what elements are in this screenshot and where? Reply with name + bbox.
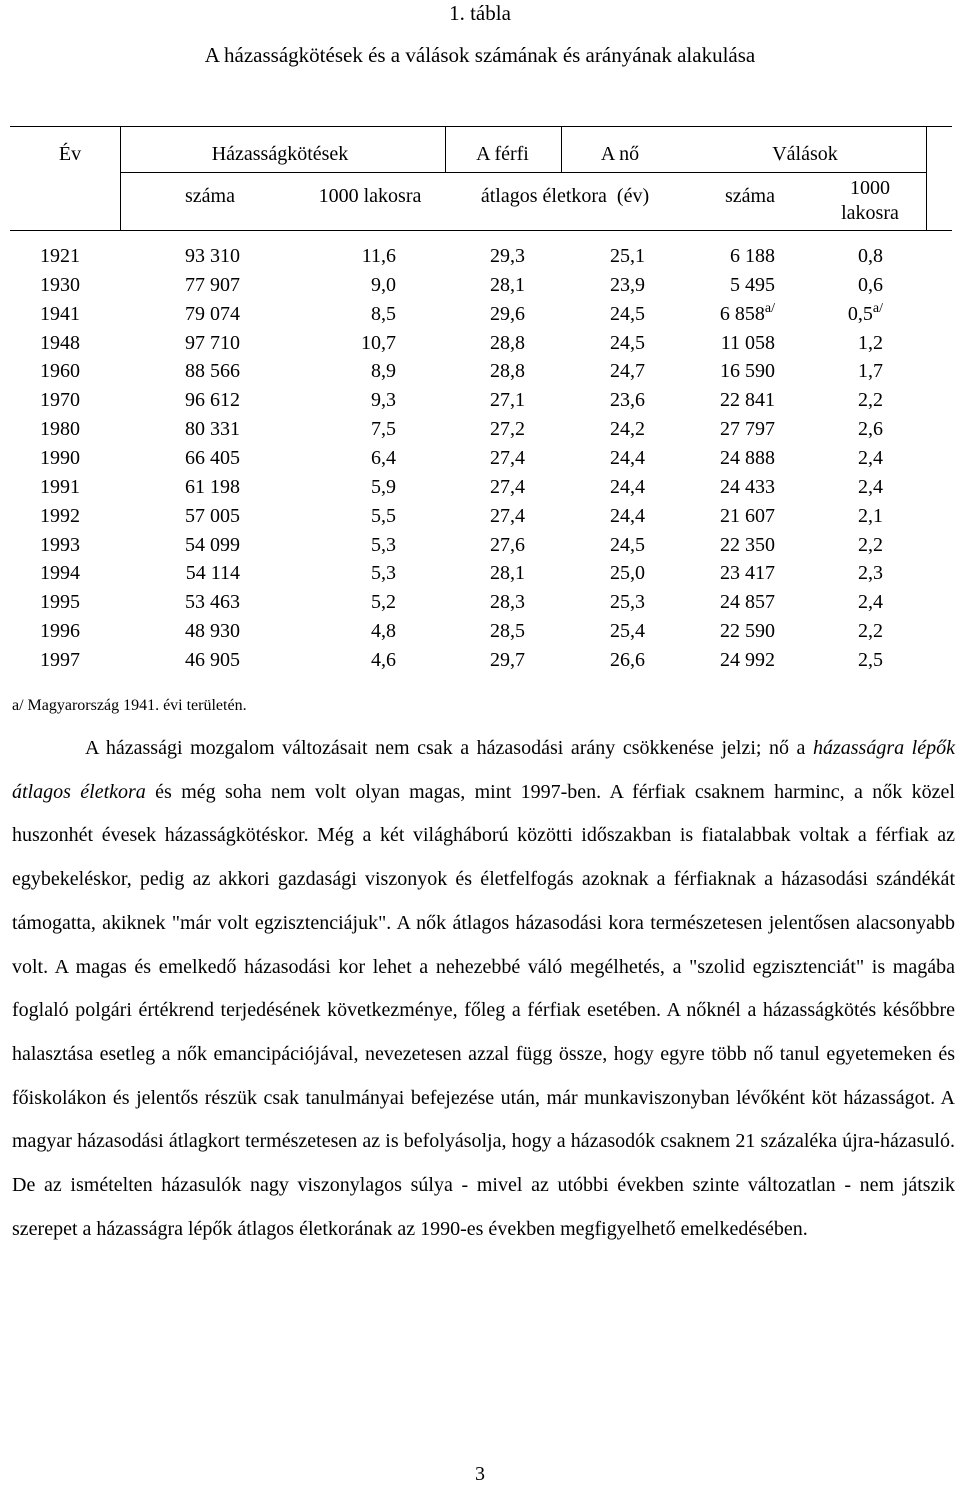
cell-year: 1997 bbox=[40, 649, 80, 672]
cell-marriages-per-1000: 11,6 bbox=[361, 245, 396, 267]
header-1000-lakosra: 1000 lakosra bbox=[318, 185, 422, 207]
table-row bbox=[0, 271, 960, 300]
cell-year: 1948 bbox=[40, 331, 80, 354]
table-header-mid-rule bbox=[120, 172, 927, 173]
cell-marriages: 93 310 bbox=[185, 245, 240, 267]
cell-marriages-per-1000: 5,5 bbox=[371, 504, 396, 527]
header-a-ferfi: A férfi bbox=[476, 143, 529, 165]
cell-year: 1991 bbox=[40, 475, 80, 498]
cell-male-age: 27,4 bbox=[490, 504, 525, 527]
cell-year: 1995 bbox=[40, 591, 80, 614]
cell-marriages-per-1000: 9,3 bbox=[371, 389, 396, 412]
cell-marriages-per-1000: 6,4 bbox=[371, 447, 396, 470]
cell-divorces-per-1000: 0,8 bbox=[858, 245, 883, 267]
paragraph-part2: és még soha nem volt olyan magas, mint 1997-ben. A férfiak csaknem harminc, a nők közel huszonhét évesek házasságkötéskor. Még a két világháború közötti időszakban is fiatalabbak voltak a férfiak az egybekeléskor, pedig az akkori gazdasági viszonyok és életfelfogás azoknak a férfiaknak a házasodási szándékát támogatta, akiknek "már volt egzisztenciájuk". A nők átlagos házasodási kora természetesen jelentősen alacsonyabb volt. A magas és emelkedő házasodási kor lehet a nehezebbé váló megélhetés, a "szolid egzisztenciát" is magába foglaló polgári értékrend terjedésének következménye, főleg a férfiak esetében. A nőknél a házasságkötés későbbre halasztása esetleg a nők emancipációjával, nevezetesen azzal függ össze, hogy egyre több nő tanul egyetemeken és főiskolákon és jelentős részük csak tanulmányai befejezése után, már munkaviszonyban lévőként köt házasságot. A magyar házasodási átlagkort természetesen az is befolyásolja, hogy a házasodók csaknem 21 százaléka újra-házasuló. De az ismételten házasulók nagy viszonylagos súlya - mivel az utóbbi években szinte változatlan - nem játszik szerepet a házasságra lépők átlagos életkorának az 1990-es években megfigyelhető emelkedésében. bbox=[12, 780, 955, 1240]
table-title: A házasságkötések és a válások számának és arányának alakulása bbox=[204, 43, 756, 67]
header-ev: Év bbox=[58, 143, 82, 165]
cell-male-age: 29,7 bbox=[490, 649, 525, 672]
footnote-marker: a/ bbox=[872, 300, 883, 316]
cell-divorces: 22 841 bbox=[720, 389, 775, 412]
header-valasok-1000-line1: 1000 bbox=[850, 177, 890, 199]
cell-divorces: 22 350 bbox=[720, 533, 775, 556]
header-a-no: A nő bbox=[600, 143, 640, 165]
table-row bbox=[0, 242, 960, 271]
table-row bbox=[0, 531, 960, 560]
cell-marriages: 61 198 bbox=[185, 475, 240, 498]
cell-marriages: 79 074 bbox=[185, 302, 240, 325]
cell-divorces: 23 417 bbox=[720, 562, 775, 585]
cell-female-age: 24,5 bbox=[610, 533, 645, 556]
cell-male-age: 27,1 bbox=[490, 389, 525, 412]
header-szama: száma bbox=[185, 185, 235, 207]
cell-divorces: 22 590 bbox=[720, 620, 775, 643]
cell-marriages-per-1000: 8,9 bbox=[371, 360, 396, 383]
page-number: 3 bbox=[475, 1463, 485, 1485]
table-vrule-1 bbox=[120, 126, 121, 230]
cell-divorces: 24 992 bbox=[720, 649, 775, 672]
table-row bbox=[0, 588, 960, 617]
table-vrule-2 bbox=[926, 126, 927, 230]
cell-divorces-per-1000: 0,6 bbox=[858, 273, 883, 296]
cell-female-age: 23,6 bbox=[610, 389, 645, 412]
table-top-rule bbox=[10, 126, 952, 127]
cell-year: 1996 bbox=[40, 620, 80, 643]
cell-divorces: 27 797 bbox=[720, 418, 775, 441]
cell-marriages-per-1000: 7,5 bbox=[371, 418, 396, 441]
table-row bbox=[0, 329, 960, 358]
cell-marriages: 88 566 bbox=[185, 360, 240, 383]
cell-male-age: 27,6 bbox=[490, 533, 525, 556]
cell-marriages: 46 905 bbox=[185, 649, 240, 672]
cell-marriages-per-1000: 5,3 bbox=[371, 533, 396, 556]
cell-year: 1921 bbox=[40, 245, 80, 267]
cell-female-age: 25,0 bbox=[610, 562, 645, 585]
cell-divorces: 24 857 bbox=[720, 591, 775, 614]
cell-marriages: 48 930 bbox=[185, 620, 240, 643]
cell-marriages: 77 907 bbox=[185, 273, 240, 296]
table-row bbox=[0, 386, 960, 415]
cell-divorces: 21 607 bbox=[720, 504, 775, 527]
cell-divorces-per-1000: 2,4 bbox=[858, 475, 883, 498]
cell-female-age: 24,4 bbox=[610, 504, 645, 527]
cell-female-age: 24,4 bbox=[610, 475, 645, 498]
table-vrule-3 bbox=[445, 126, 446, 172]
table-label: 1. tábla bbox=[449, 1, 511, 25]
cell-year: 1980 bbox=[40, 418, 80, 441]
cell-male-age: 28,1 bbox=[490, 562, 525, 585]
cell-marriages: 57 005 bbox=[185, 504, 240, 527]
cell-divorces-per-1000: 2,3 bbox=[858, 562, 883, 585]
cell-male-age: 27,4 bbox=[490, 447, 525, 470]
cell-divorces-per-1000: 2,4 bbox=[858, 591, 883, 614]
table-header-bottom-rule bbox=[10, 230, 952, 231]
table-row bbox=[0, 617, 960, 646]
cell-divorces-per-1000: 2,2 bbox=[858, 620, 883, 643]
cell-year: 1993 bbox=[40, 533, 80, 556]
table-row bbox=[0, 559, 960, 588]
cell-male-age: 29,6 bbox=[490, 302, 525, 325]
cell-female-age: 24,5 bbox=[610, 302, 645, 325]
cell-male-age: 28,8 bbox=[490, 360, 525, 383]
cell-divorces-per-1000: 2,2 bbox=[858, 389, 883, 412]
table-row bbox=[0, 415, 960, 444]
body-paragraph bbox=[12, 727, 955, 1251]
cell-divorces: 24 433 bbox=[720, 475, 775, 498]
cell-divorces-per-1000: 2,6 bbox=[858, 418, 883, 441]
paragraph-italic: házasságra lépők átlagos életkora bbox=[12, 737, 955, 803]
cell-divorces: 16 590 bbox=[720, 360, 775, 383]
cell-male-age: 28,8 bbox=[490, 331, 525, 354]
cell-divorces-per-1000: 1,7 bbox=[858, 360, 883, 383]
cell-divorces: 6 188 bbox=[730, 245, 775, 267]
cell-year: 1930 bbox=[40, 273, 80, 296]
cell-divorces: 5 495 bbox=[730, 273, 775, 296]
cell-marriages-per-1000: 4,8 bbox=[371, 620, 396, 643]
cell-marriages: 80 331 bbox=[185, 418, 240, 441]
table-row bbox=[0, 357, 960, 386]
table-row bbox=[0, 300, 960, 329]
cell-female-age: 25,1 bbox=[610, 245, 645, 267]
cell-marriages-per-1000: 5,3 bbox=[371, 562, 396, 585]
header-valasok-szama: száma bbox=[725, 185, 775, 207]
cell-female-age: 23,9 bbox=[610, 273, 645, 296]
table-vrule-4 bbox=[561, 126, 562, 172]
header-valasok-1000-line2: lakosra bbox=[841, 202, 899, 224]
cell-male-age: 28,3 bbox=[490, 591, 525, 614]
cell-male-age: 28,5 bbox=[490, 620, 525, 643]
cell-year: 1941 bbox=[40, 302, 80, 325]
cell-marriages: 96 612 bbox=[185, 389, 240, 412]
cell-divorces-per-1000: 2,2 bbox=[858, 533, 883, 556]
header-valasok: Válások bbox=[772, 143, 838, 165]
cell-female-age: 24,7 bbox=[610, 360, 645, 383]
header-hazassagkotesek: Házasságkötések bbox=[211, 143, 349, 165]
paragraph-part1: A házassági mozgalom változásait nem csak a házasodási arány csökkenése jelzi; nő a bbox=[85, 737, 813, 759]
cell-divorces-per-1000: 2,5 bbox=[858, 649, 883, 672]
cell-divorces-per-1000: 2,4 bbox=[858, 447, 883, 470]
cell-male-age: 27,2 bbox=[490, 418, 525, 441]
cell-female-age: 25,3 bbox=[610, 591, 645, 614]
cell-female-age: 25,4 bbox=[610, 620, 645, 643]
table-row bbox=[0, 646, 960, 675]
cell-marriages: 54 114 bbox=[185, 562, 240, 585]
cell-divorces: 24 888 bbox=[720, 447, 775, 470]
table-row bbox=[0, 502, 960, 531]
cell-female-age: 26,6 bbox=[610, 649, 645, 672]
cell-year: 1970 bbox=[40, 389, 80, 412]
cell-male-age: 29,3 bbox=[490, 245, 525, 267]
cell-female-age: 24,5 bbox=[610, 331, 645, 354]
cell-marriages: 97 710 bbox=[185, 331, 240, 354]
cell-marriages-per-1000: 8,5 bbox=[371, 302, 396, 325]
cell-marriages-per-1000: 5,9 bbox=[371, 475, 396, 498]
cell-marriages-per-1000: 4,6 bbox=[371, 649, 396, 672]
cell-divorces: 6 $858^{a/}$ bbox=[719, 300, 775, 325]
cell-marriages: 54 099 bbox=[185, 533, 240, 556]
cell-year: 1990 bbox=[40, 447, 80, 470]
cell-divorces-per-1000: $0,5^{a/}$ bbox=[847, 300, 883, 325]
footnote: a/ Magyarország 1941. évi területén. bbox=[12, 697, 247, 714]
cell-female-age: 24,4 bbox=[610, 447, 645, 470]
cell-female-age: 24,2 bbox=[610, 418, 645, 441]
cell-marriages-per-1000: 5,2 bbox=[371, 591, 396, 614]
cell-divorces-per-1000: 2,1 bbox=[858, 504, 883, 527]
cell-year: 1992 bbox=[40, 504, 80, 527]
cell-male-age: 27,4 bbox=[490, 475, 525, 498]
cell-divorces-per-1000: 1,2 bbox=[858, 331, 883, 354]
cell-marriages-per-1000: 9,0 bbox=[371, 273, 396, 296]
footnote-marker: a/ bbox=[764, 300, 775, 316]
cell-marriages: 66 405 bbox=[185, 447, 240, 470]
cell-marriages-per-1000: 10,7 bbox=[361, 331, 396, 354]
cell-divorces: 11 058 bbox=[720, 331, 775, 354]
cell-male-age: 28,1 bbox=[490, 273, 525, 296]
table-row bbox=[0, 473, 960, 502]
cell-year: 1994 bbox=[40, 562, 80, 585]
cell-year: 1960 bbox=[40, 360, 80, 383]
table-row bbox=[0, 444, 960, 473]
header-atlagos-eletkora: átlagos életkora (év) bbox=[480, 185, 650, 207]
cell-marriages: 53 463 bbox=[185, 591, 240, 614]
